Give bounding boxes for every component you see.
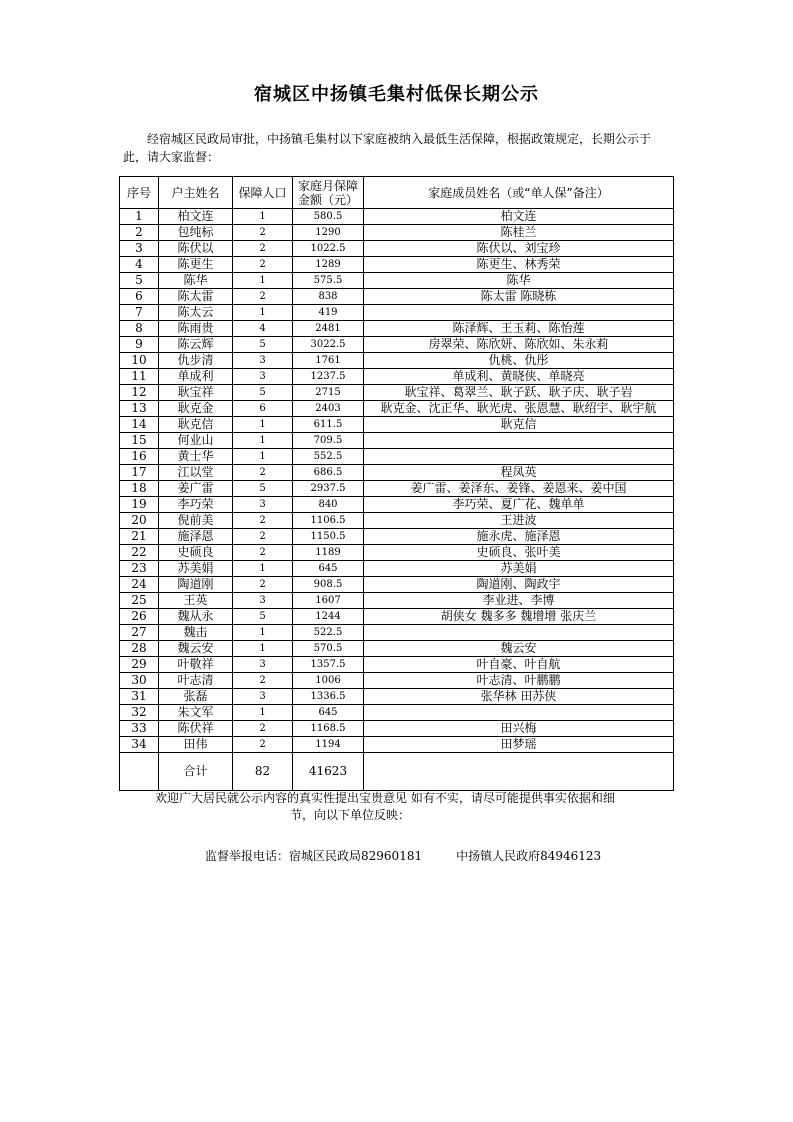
row-seq: 15 — [120, 433, 159, 449]
row-family-members: 柏文连 — [364, 209, 674, 225]
page-title: 宿城区中扬镇毛集村低保长期公示 — [254, 84, 539, 105]
row-covered-people: 3 — [233, 353, 293, 369]
subsistence-roster-table — [119, 176, 674, 791]
total-people: 82 — [233, 753, 293, 791]
table-row — [120, 241, 674, 257]
row-covered-people: 2 — [233, 513, 293, 529]
row-household-head: 陈伏以 — [159, 241, 233, 257]
row-household-head: 黄士华 — [159, 449, 233, 465]
row-seq: 22 — [120, 545, 159, 561]
row-household-head: 叶志清 — [159, 673, 233, 689]
row-family-members: 耿宝祥、葛翠兰、耿子跃、耿子庆、耿子岩 — [364, 385, 674, 401]
hotline-town-government: 中扬镇人民政府84946123 — [456, 849, 602, 863]
row-household-head: 王英 — [159, 593, 233, 609]
table-row — [120, 481, 674, 497]
row-family-members: 胡侠女 魏多多 魏增增 张庆兰 — [364, 609, 674, 625]
row-household-head: 仇步清 — [159, 353, 233, 369]
table-row — [120, 433, 674, 449]
row-household-head: 李巧荣 — [159, 497, 233, 513]
row-seq: 10 — [120, 353, 159, 369]
row-covered-people: 5 — [233, 337, 293, 353]
row-household-head: 陶道刚 — [159, 577, 233, 593]
row-household-head: 陈华 — [159, 273, 233, 289]
row-household-head: 江以堂 — [159, 465, 233, 481]
row-household-head: 耿克信 — [159, 417, 233, 433]
row-household-head: 陈太云 — [159, 305, 233, 321]
row-covered-people: 1 — [233, 561, 293, 577]
table-header-row — [120, 177, 674, 209]
row-monthly-amount: 1194 — [293, 737, 364, 753]
total-label: 合计 — [159, 753, 233, 791]
table-row — [120, 209, 674, 225]
row-monthly-amount: 1607 — [293, 593, 364, 609]
table-row — [120, 289, 674, 305]
row-family-members: 陈太雷 陈晓栋 — [364, 289, 674, 305]
row-seq: 2 — [120, 225, 159, 241]
hotline — [205, 847, 601, 864]
row-monthly-amount: 580.5 — [293, 209, 364, 225]
row-seq: 9 — [120, 337, 159, 353]
row-covered-people: 2 — [233, 577, 293, 593]
row-family-members: 陶道刚、陶政宇 — [364, 577, 674, 593]
row-household-head: 何业山 — [159, 433, 233, 449]
table-row — [120, 561, 674, 577]
row-monthly-amount: 1189 — [293, 545, 364, 561]
row-monthly-amount: 1290 — [293, 225, 364, 241]
row-household-head: 陈雨贵 — [159, 321, 233, 337]
row-family-members — [364, 625, 674, 641]
row-seq: 20 — [120, 513, 159, 529]
row-family-members — [364, 305, 674, 321]
row-monthly-amount: 575.5 — [293, 273, 364, 289]
row-family-members: 陈桂兰 — [364, 225, 674, 241]
row-seq: 6 — [120, 289, 159, 305]
row-household-head: 苏美娟 — [159, 561, 233, 577]
total-members-cell — [364, 753, 674, 791]
row-covered-people: 2 — [233, 545, 293, 561]
table-row — [120, 513, 674, 529]
table-row — [120, 337, 674, 353]
table-row — [120, 641, 674, 657]
row-family-members: 陈泽辉、王玉莉、陈怡莲 — [364, 321, 674, 337]
row-monthly-amount: 1006 — [293, 673, 364, 689]
row-household-head: 田伟 — [159, 737, 233, 753]
row-covered-people: 3 — [233, 497, 293, 513]
table-row — [120, 369, 674, 385]
row-seq: 5 — [120, 273, 159, 289]
row-household-head: 朱文军 — [159, 705, 233, 721]
row-family-members: 程凤英 — [364, 465, 674, 481]
header-seq: 序号 — [120, 177, 159, 209]
table-row — [120, 593, 674, 609]
row-household-head: 单成利 — [159, 369, 233, 385]
row-seq: 7 — [120, 305, 159, 321]
table-row — [120, 705, 674, 721]
row-monthly-amount: 1106.5 — [293, 513, 364, 529]
row-family-members: 姜广雷、姜泽东、姜锋、姜恩来、姜中国 — [364, 481, 674, 497]
row-covered-people: 3 — [233, 689, 293, 705]
row-seq: 13 — [120, 401, 159, 417]
row-family-members: 施永虎、施泽恩 — [364, 529, 674, 545]
row-seq: 1 — [120, 209, 159, 225]
table-row — [120, 465, 674, 481]
row-family-members: 陈更生、林秀荣 — [364, 257, 674, 273]
row-covered-people: 3 — [233, 593, 293, 609]
row-family-members: 叶志清、叶鹏鹏 — [364, 673, 674, 689]
row-monthly-amount: 3022.5 — [293, 337, 364, 353]
row-covered-people: 5 — [233, 609, 293, 625]
row-household-head: 叶敬祥 — [159, 657, 233, 673]
row-monthly-amount: 1022.5 — [293, 241, 364, 257]
table-row — [120, 353, 674, 369]
row-covered-people: 6 — [233, 401, 293, 417]
row-covered-people: 5 — [233, 481, 293, 497]
row-seq: 24 — [120, 577, 159, 593]
row-family-members: 魏云安 — [364, 641, 674, 657]
row-family-members: 单成利、黄晓侠、单晓亮 — [364, 369, 674, 385]
row-seq: 18 — [120, 481, 159, 497]
row-seq: 26 — [120, 609, 159, 625]
table-row — [120, 737, 674, 753]
row-household-head: 史硕良 — [159, 545, 233, 561]
row-seq: 28 — [120, 641, 159, 657]
row-monthly-amount: 419 — [293, 305, 364, 321]
table-row — [120, 673, 674, 689]
total-row — [120, 753, 674, 791]
row-household-head: 魏从永 — [159, 609, 233, 625]
table-row — [120, 401, 674, 417]
row-monthly-amount: 645 — [293, 705, 364, 721]
table-row — [120, 305, 674, 321]
row-seq: 27 — [120, 625, 159, 641]
row-seq: 11 — [120, 369, 159, 385]
table-row — [120, 449, 674, 465]
row-household-head: 张磊 — [159, 689, 233, 705]
row-family-members: 叶自豪、叶自航 — [364, 657, 674, 673]
row-household-head: 陈太雷 — [159, 289, 233, 305]
row-covered-people: 1 — [233, 705, 293, 721]
row-household-head: 姜广雷 — [159, 481, 233, 497]
row-seq: 17 — [120, 465, 159, 481]
header-covered-people: 保障人口 — [233, 177, 293, 209]
row-household-head: 陈伏祥 — [159, 721, 233, 737]
row-household-head: 耿克金 — [159, 401, 233, 417]
row-family-members: 田梦瑶 — [364, 737, 674, 753]
row-covered-people: 2 — [233, 225, 293, 241]
row-seq: 12 — [120, 385, 159, 401]
row-covered-people: 1 — [233, 209, 293, 225]
header-household-head: 户主姓名 — [159, 177, 233, 209]
row-monthly-amount: 908.5 — [293, 577, 364, 593]
row-monthly-amount: 1237.5 — [293, 369, 364, 385]
table-row — [120, 417, 674, 433]
row-seq: 29 — [120, 657, 159, 673]
row-household-head: 包纯标 — [159, 225, 233, 241]
feedback-line-1: 欢迎广大居民就公示内容的真实性提出宝贵意见 如有不实，请尽可能提供事实依据和细 — [155, 791, 615, 805]
row-seq: 8 — [120, 321, 159, 337]
row-family-members: 陈华 — [364, 273, 674, 289]
row-monthly-amount: 1168.5 — [293, 721, 364, 737]
hotline-label: 监督举报电话： — [205, 849, 290, 863]
row-monthly-amount: 1357.5 — [293, 657, 364, 673]
table-row — [120, 545, 674, 561]
row-family-members: 李业进、李博 — [364, 593, 674, 609]
row-covered-people: 2 — [233, 529, 293, 545]
row-monthly-amount: 1761 — [293, 353, 364, 369]
row-household-head: 魏击 — [159, 625, 233, 641]
row-covered-people: 1 — [233, 625, 293, 641]
table-row — [120, 385, 674, 401]
row-seq: 33 — [120, 721, 159, 737]
row-covered-people: 1 — [233, 417, 293, 433]
row-family-members — [364, 449, 674, 465]
row-seq: 34 — [120, 737, 159, 753]
row-family-members — [364, 705, 674, 721]
row-monthly-amount: 840 — [293, 497, 364, 513]
row-household-head: 施泽恩 — [159, 529, 233, 545]
row-covered-people: 2 — [233, 241, 293, 257]
row-family-members — [364, 433, 674, 449]
row-monthly-amount: 1289 — [293, 257, 364, 273]
row-covered-people: 4 — [233, 321, 293, 337]
table-row — [120, 577, 674, 593]
row-covered-people: 2 — [233, 257, 293, 273]
table-body — [120, 209, 674, 753]
row-monthly-amount: 1244 — [293, 609, 364, 625]
row-covered-people: 1 — [233, 641, 293, 657]
row-household-head: 柏文连 — [159, 209, 233, 225]
row-covered-people: 2 — [233, 721, 293, 737]
row-seq: 14 — [120, 417, 159, 433]
hotline-civil-affairs: 宿城区民政局82960181 — [289, 849, 423, 863]
row-seq: 16 — [120, 449, 159, 465]
row-covered-people: 1 — [233, 273, 293, 289]
row-seq: 31 — [120, 689, 159, 705]
row-family-members: 史硕良、张叶美 — [364, 545, 674, 561]
row-monthly-amount: 552.5 — [293, 449, 364, 465]
total-seq-cell — [120, 753, 159, 791]
row-family-members: 张华林 田苏侠 — [364, 689, 674, 705]
row-monthly-amount: 2937.5 — [293, 481, 364, 497]
row-covered-people: 3 — [233, 657, 293, 673]
row-seq: 19 — [120, 497, 159, 513]
row-monthly-amount: 709.5 — [293, 433, 364, 449]
row-monthly-amount: 522.5 — [293, 625, 364, 641]
feedback-line-2: 节，向以下单位反映： — [290, 808, 411, 822]
row-family-members: 王进波 — [364, 513, 674, 529]
row-household-head: 耿宝祥 — [159, 385, 233, 401]
table-row — [120, 689, 674, 705]
row-seq: 25 — [120, 593, 159, 609]
row-family-members: 田兴梅 — [364, 721, 674, 737]
row-family-members: 陈伏以、刘宝珍 — [364, 241, 674, 257]
row-seq: 21 — [120, 529, 159, 545]
row-covered-people: 2 — [233, 465, 293, 481]
row-covered-people: 2 — [233, 673, 293, 689]
intro-paragraph: 经宿城区民政局审批，中扬镇毛集村以下家庭被纳入最低生活保障，根据政策规定，长期公示于此，请大家监督： — [123, 132, 652, 164]
row-family-members: 房翠荣、陈欣妍、陈欣如、朱永莉 — [364, 337, 674, 353]
feedback-note — [155, 790, 655, 824]
row-covered-people: 1 — [233, 305, 293, 321]
table-row — [120, 225, 674, 241]
row-seq: 3 — [120, 241, 159, 257]
row-family-members: 耿克信 — [364, 417, 674, 433]
row-seq: 4 — [120, 257, 159, 273]
row-family-members: 耿克金、沈正华、耿光虎、张恩慧、耿绍宇、耿宇航 — [364, 401, 674, 417]
table-row — [120, 321, 674, 337]
row-monthly-amount: 570.5 — [293, 641, 364, 657]
total-amount: 41623 — [293, 753, 364, 791]
row-household-head: 魏云安 — [159, 641, 233, 657]
row-monthly-amount: 1336.5 — [293, 689, 364, 705]
row-covered-people: 2 — [233, 289, 293, 305]
row-family-members: 苏美娟 — [364, 561, 674, 577]
row-monthly-amount: 2403 — [293, 401, 364, 417]
row-family-members: 仇桃、仇彤 — [364, 353, 674, 369]
row-household-head: 陈更生 — [159, 257, 233, 273]
row-monthly-amount: 645 — [293, 561, 364, 577]
table-row — [120, 497, 674, 513]
row-monthly-amount: 686.5 — [293, 465, 364, 481]
row-seq: 30 — [120, 673, 159, 689]
table-row — [120, 625, 674, 641]
row-monthly-amount: 1150.5 — [293, 529, 364, 545]
table-row — [120, 721, 674, 737]
row-family-members: 李巧荣、夏广花、魏单单 — [364, 497, 674, 513]
row-monthly-amount: 611.5 — [293, 417, 364, 433]
row-monthly-amount: 838 — [293, 289, 364, 305]
header-family-members: 家庭成员姓名（或“单人保”备注） — [364, 177, 674, 209]
row-covered-people: 2 — [233, 737, 293, 753]
row-covered-people: 1 — [233, 433, 293, 449]
row-seq: 23 — [120, 561, 159, 577]
row-seq: 32 — [120, 705, 159, 721]
table-row — [120, 609, 674, 625]
row-household-head: 倪前美 — [159, 513, 233, 529]
header-monthly-amount: 家庭月保障金额（元） — [293, 177, 364, 209]
row-monthly-amount: 2715 — [293, 385, 364, 401]
row-covered-people: 3 — [233, 369, 293, 385]
table-row — [120, 273, 674, 289]
row-covered-people: 5 — [233, 385, 293, 401]
table-row — [120, 257, 674, 273]
row-household-head: 陈云辉 — [159, 337, 233, 353]
row-covered-people: 1 — [233, 449, 293, 465]
row-monthly-amount: 2481 — [293, 321, 364, 337]
table-row — [120, 529, 674, 545]
table-row — [120, 657, 674, 673]
